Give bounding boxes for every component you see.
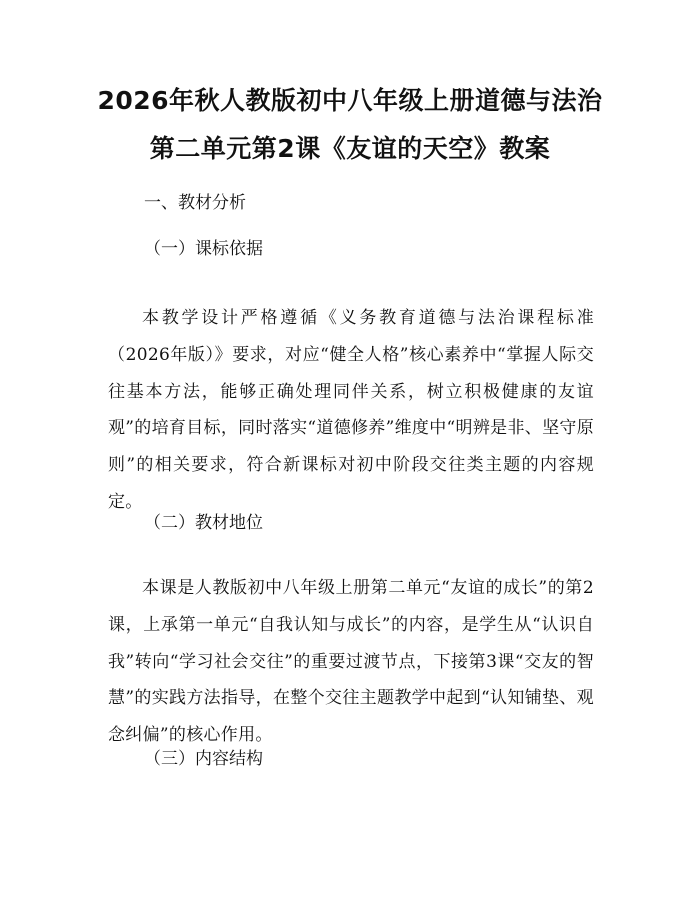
subsection-heading-material-position: （二）教材地位 [144,513,263,533]
subsection-heading-content-structure: （三）内容结构 [144,749,263,769]
subsection-heading-curriculum-basis: （一）课标依据 [144,239,263,259]
paragraph-curriculum-basis: 本教学设计严格遵循《义务教育道德与法治课程标准（2026年版）》要求，对应“健全人格”核心素养中“掌握人际交往基本方法，能够正确处理同伴关系，树立积极健康的友谊观”的培育目标，同时落实“道德修养”维度中“明辨是非、坚守原则”的相关要求，符合新课标对初中阶段交往类主题的内容规定。 [108,308,594,512]
document-title-line-2: 第二单元第2课《友谊的天空》教案 [149,134,551,163]
paragraph-material-position: 本课是人教版初中八年级上册第二单元“友谊的成长”的第2课，上承第一单元“自我认知与成长”的内容，是学生从“认识自我”转向“学习社会交往”的重要过渡节点，下接第3课“交友的智慧”的实践方法指导，在整个交往主题教学中起到“认知铺垫、观念纠偏”的核心作用。 [108,578,594,746]
section-heading-teaching-material-analysis: 一、教材分析 [144,193,246,213]
document-title-line-1: 2026年秋人教版初中八年级上册道德与法治 [97,86,603,115]
